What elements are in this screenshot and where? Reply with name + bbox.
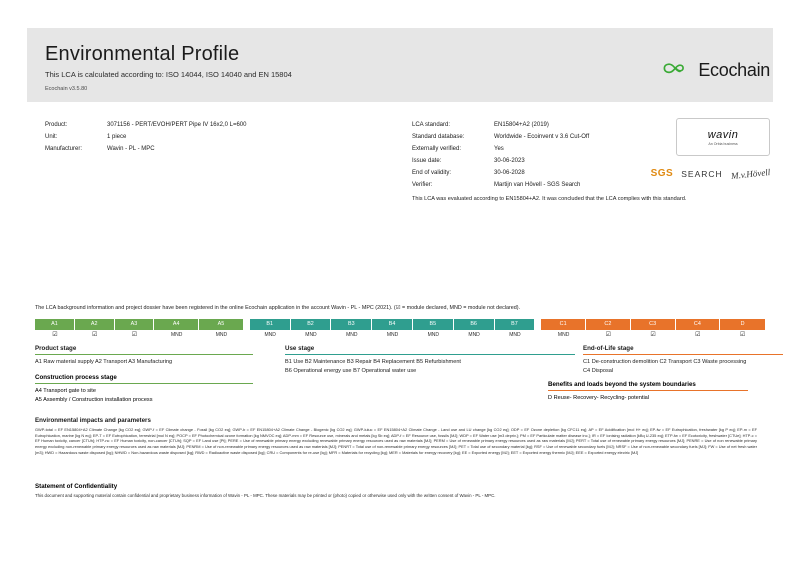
info-row <box>45 146 246 152</box>
module-mark-a1: ☑ <box>35 330 75 340</box>
construction-stage-line: A5 Assembly / Construction installation process <box>35 397 153 403</box>
info-row <box>412 146 589 152</box>
registration-note: The LCA background information and project dossier have been registered in the online Ecochain application in the account Wavin - PL - MPC (2021). (☑ = module declared, MND = module not declared). <box>35 305 521 311</box>
use-stage-line: B6 Operational energy use B7 Operational water use <box>285 368 417 374</box>
product-stage-section <box>35 345 253 368</box>
info-value: Wavin - PL - MPC <box>107 146 155 152</box>
confidentiality-heading: Statement of Confidentiality <box>35 483 118 490</box>
verifier-marks <box>651 168 770 179</box>
info-value: 30-06-2028 <box>494 170 525 176</box>
module-cell-b3: B3 <box>331 319 372 330</box>
ecochain-logo <box>661 60 770 81</box>
module-cell-a3: A3 <box>115 319 155 330</box>
info-value: Worldwide - Ecoinvent v 3.6 Cut-Off <box>494 134 590 140</box>
search-logo: SEARCH <box>681 168 723 179</box>
module-mark-c3: ☑ <box>631 330 676 340</box>
construction-stage-line: A4 Transport gate to site <box>35 388 96 394</box>
benefits-stage-header: Benefits and loads beyond the system boundaries <box>548 381 748 391</box>
eol-stage-section <box>583 345 783 377</box>
eol-stage-line: C4 Disposal <box>583 368 614 374</box>
module-cell-c2: C2 <box>586 319 631 330</box>
info-row <box>412 158 589 164</box>
manufacturer-tagline: An Orbia business <box>708 141 738 146</box>
manufacturer-name: wavin <box>707 128 739 141</box>
module-cell-b5: B5 <box>413 319 454 330</box>
confidentiality-text: This document and supporting material contain confidential and proprietary business information of Wavin - PL - MPC. These materials may be printed or (photo) copied or otherwise used only with the written consent of Wavin - PL - MPC. <box>35 493 496 498</box>
module-cell-b4: B4 <box>372 319 413 330</box>
info-label: Issue date: <box>412 158 442 164</box>
info-label: LCA standard: <box>412 122 451 128</box>
module-cell-b6: B6 <box>454 319 495 330</box>
module-cell-a2: A2 <box>75 319 115 330</box>
module-mark-b2: MND <box>291 330 332 340</box>
impacts-text: GWP-total = EF EN15804+A2 Climate Change [kg CO2 eq]; GWP-f = EF Climate change - Fossil [kg CO2 eq]; GWP-b = EF EN15804+A2 Climate Change - Biogenic [kg CO2 eq]; GWP-luluc = EF EN15804+A2 Climate Change - Land use and LU change [kg CO2 eq]; ODP = EF Ozone depletion [kg CFC11 eq]; AP = EF Acidification [mol H+ eq]; EP-fw = EF Eutrophication, freshwater [kg P eq]; EP-m = EF Eutrophication, marine [kg N eq]; EP-T = EF Eutrophication, terrestrial [mol N eq]; POCP = EF Photochemical ozone formation [kg NMVOC eq]; ADP-mm = EF Resource use, minerals and metals [kg Sb eq]; ADP-f = EF Resource use, fossils [MJ]; WDP = EF Water use [m3 depriv.]; PM = EF Particulate matter disease inc.]; IR = EF Ionising radiation [kBq U-235 eq]; ETP-fw = EF Ecotoxicity, freshwater [CTUe]; HTP-c = EF Human toxicity, cancer [CTUh]; HTP-nc = EF Human toxicity, non-cancer [CTUh]; SQP = EF Land use [Pt]; PERE = Use of renewable primary energy excluding renewable primary energy resources used as raw materials [MJ]; PERM = Use of renewable primary energy resources used as raw materials [MJ]; PERT = Total use of renewable primary energy resources [MJ]; PENRE = Use of non renewable primary energy excluding non-renewable primary energy resources used as raw materials [MJ]; PENRM = Use of non-renewable primary energy resources used as raw materials [MJ]; PENRT = Total use of non-renewable primary energy resources [MJ]; PET = Total use of secondary material [kg]; RSF = Use of renewable secondary fuels [MJ]; NRSF = Use of non-renewable secondary fuels [MJ]; FW = Use of net fresh water [m3]; HWD = Hazardous waste disposed [kg]; NHWD = Non-hazardous waste disposed [kg]; RWD = Radioactive waste disposed [kg]; CRU = Components for re-use [kg]; MFR = Materials for recycling [kg]; MER = Materials for energy recovery [kg]; EE = Exported energy [MJ]; EET = Exported energy thermic [MJ]; EEE = Exported energy electric [MJ] <box>35 427 757 455</box>
module-cell-a5: A5 <box>199 319 244 330</box>
module-mark-a5: MND <box>199 330 244 340</box>
info-row <box>45 134 246 140</box>
info-value: 1 piece <box>107 134 127 140</box>
signature-mark: M.v.Hövell <box>730 166 771 181</box>
module-mark-a2: ☑ <box>75 330 115 340</box>
eol-stage-line: C1 De-construction demolition C2 Transport C3 Waste processing <box>583 359 747 365</box>
infinity-icon <box>661 61 691 81</box>
module-mark-c2: ☑ <box>586 330 631 340</box>
construction-stage-section <box>35 374 253 406</box>
info-row <box>412 122 589 128</box>
benefits-stage-section <box>548 381 748 404</box>
use-stage-header: Use stage <box>285 345 575 355</box>
info-value: 30-06-2023 <box>494 158 525 164</box>
module-mark-b5: MND <box>413 330 454 340</box>
module-cell-a4: A4 <box>154 319 199 330</box>
module-mark-row <box>35 330 765 340</box>
environmental-impacts-section <box>35 417 757 455</box>
product-stage-header: Product stage <box>35 345 253 355</box>
info-label: Product: <box>45 122 68 128</box>
ecochain-wordmark: Ecochain <box>698 60 770 80</box>
module-cell-a1: A1 <box>35 319 75 330</box>
module-cell-b2: B2 <box>291 319 332 330</box>
module-cell-b7: B7 <box>495 319 536 330</box>
app-version: Ecochain v3.5.80 <box>45 86 88 92</box>
info-value: 3071156 - PERT/EVOH/PERT Pipe IV 16x2,0 L=600 <box>107 122 247 128</box>
module-cell-d: D <box>720 319 765 330</box>
document-sheet <box>27 28 773 540</box>
info-value: Yes <box>494 146 504 152</box>
module-cell-c4: C4 <box>676 319 721 330</box>
use-stage-section <box>285 345 575 377</box>
page-title: Environmental Profile <box>45 43 240 65</box>
info-label: Verifier: <box>412 182 433 188</box>
verification-note: This LCA was evaluated according to EN15804+A2. It was concluded that the LCA complies with this standard. <box>412 196 687 202</box>
module-mark-c1: MND <box>541 330 586 340</box>
module-mark-b3: MND <box>331 330 372 340</box>
info-value: EN15804+A2 (2019) <box>494 122 549 128</box>
confidentiality-section <box>35 483 757 498</box>
info-label: Manufacturer: <box>45 146 83 152</box>
module-cell-b1: B1 <box>250 319 291 330</box>
manufacturer-logo <box>676 118 770 156</box>
page-subtitle: This LCA is calculated according to: ISO 14044, ISO 14040 and EN 15804 <box>45 70 292 79</box>
product-stage-line: A1 Raw material supply A2 Transport A3 Manufacturing <box>35 359 173 365</box>
module-mark-a4: MND <box>154 330 199 340</box>
info-row <box>45 122 246 128</box>
info-row <box>412 182 589 188</box>
benefits-stage-line: D Reuse- Recovery- Recycling- potential <box>548 395 650 401</box>
module-mark-c4: ☑ <box>676 330 721 340</box>
impacts-heading: Environmental impacts and parameters <box>35 417 151 424</box>
eol-stage-header: End-of-Life stage <box>583 345 783 355</box>
module-mark-b4: MND <box>372 330 413 340</box>
product-info-block <box>45 122 246 158</box>
info-label: Standard database: <box>412 134 465 140</box>
info-label: Unit: <box>45 134 58 140</box>
module-mark-b1: MND <box>250 330 291 340</box>
lca-info-block <box>412 122 589 194</box>
module-mark-b6: MND <box>454 330 495 340</box>
module-mark-d: ☑ <box>720 330 765 340</box>
info-label: End of validity: <box>412 170 452 176</box>
info-row <box>412 134 589 140</box>
info-value: Martijn van Hövell - SGS Search <box>494 182 581 188</box>
module-mark-b7: MND <box>495 330 536 340</box>
info-row <box>412 170 589 176</box>
use-stage-line: B1 Use B2 Maintenance B3 Repair B4 Replacement B5 Refurbishment <box>285 359 461 365</box>
module-cell-c3: C3 <box>631 319 676 330</box>
sgs-logo: SGS <box>650 168 674 179</box>
construction-stage-header: Construction process stage <box>35 374 253 384</box>
module-code-row <box>35 319 765 330</box>
module-cell-c1: C1 <box>541 319 586 330</box>
info-label: Externally verified: <box>412 146 462 152</box>
module-table <box>35 319 765 340</box>
module-mark-a3: ☑ <box>115 330 155 340</box>
